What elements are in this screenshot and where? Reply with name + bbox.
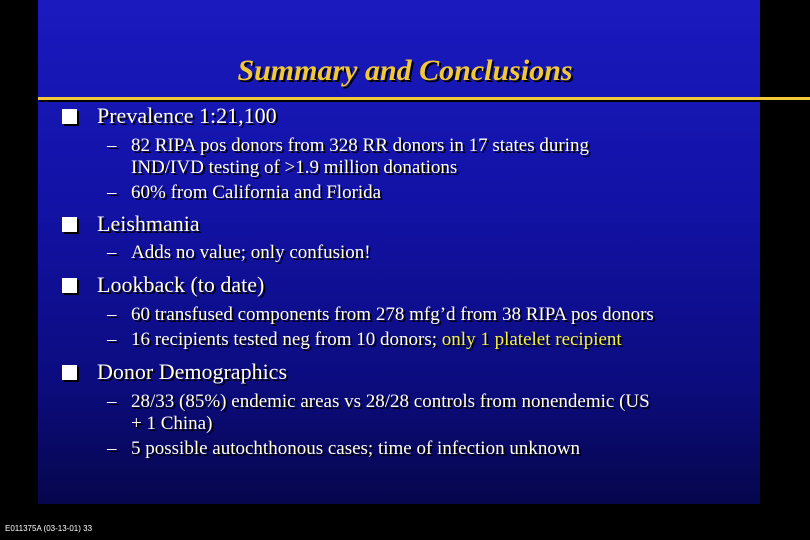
dash-marker: –	[107, 242, 117, 263]
dash-marker: –	[107, 304, 117, 325]
dash-marker: –	[107, 438, 117, 459]
diamond-bullet-icon	[62, 217, 77, 232]
diamond-bullet-icon	[62, 109, 77, 124]
bullet-donor-demographics	[62, 359, 287, 385]
title-underline	[38, 97, 810, 100]
sub-item-text: 60% from California and Florida	[131, 182, 382, 203]
sub-item-text	[131, 329, 622, 351]
sub-item-text: IND/IVD testing of >1.9 million donations	[131, 157, 458, 178]
sub-item-text: 28/33 (85%) endemic areas vs 28/28 controls from nonendemic (US	[131, 391, 650, 412]
bullet-prevalence	[62, 103, 277, 129]
slide-footer-id: E011375A (03-13-01) 33	[5, 524, 93, 533]
sub-item-text: 5 possible autochthonous cases; time of infection unknown	[131, 438, 581, 459]
dash-marker: –	[107, 182, 117, 203]
slide-title: Summary and Conclusions	[237, 54, 573, 87]
sub-item-text: 82 RIPA pos donors from 328 RR donors in 17 states during	[131, 135, 589, 156]
bullet-heading: Lookback (to date)	[97, 272, 265, 297]
bullet-leishmania	[62, 211, 200, 237]
sub-item-text: Adds no value; only confusion!	[131, 242, 371, 263]
highlight-text: only 1 platelet recipient	[441, 329, 622, 350]
bullet-lookback	[62, 272, 264, 298]
sub-item-text: 60 transfused components from 278 mfg’d from 38 RIPA pos donors	[131, 304, 654, 325]
sub-item-plain: 16 recipients tested neg from 10 donors;	[131, 329, 442, 350]
diamond-bullet-icon	[62, 365, 77, 380]
bullet-heading: Leishmania	[97, 211, 200, 236]
dash-marker: –	[107, 135, 117, 156]
dash-marker: –	[107, 391, 117, 412]
bullet-heading: Donor Demographics	[97, 359, 288, 384]
diamond-bullet-icon	[62, 278, 77, 293]
sub-item-text: + 1 China)	[131, 413, 213, 434]
dash-marker: –	[107, 329, 117, 350]
bullet-heading: Prevalence 1:21,100	[97, 103, 277, 128]
